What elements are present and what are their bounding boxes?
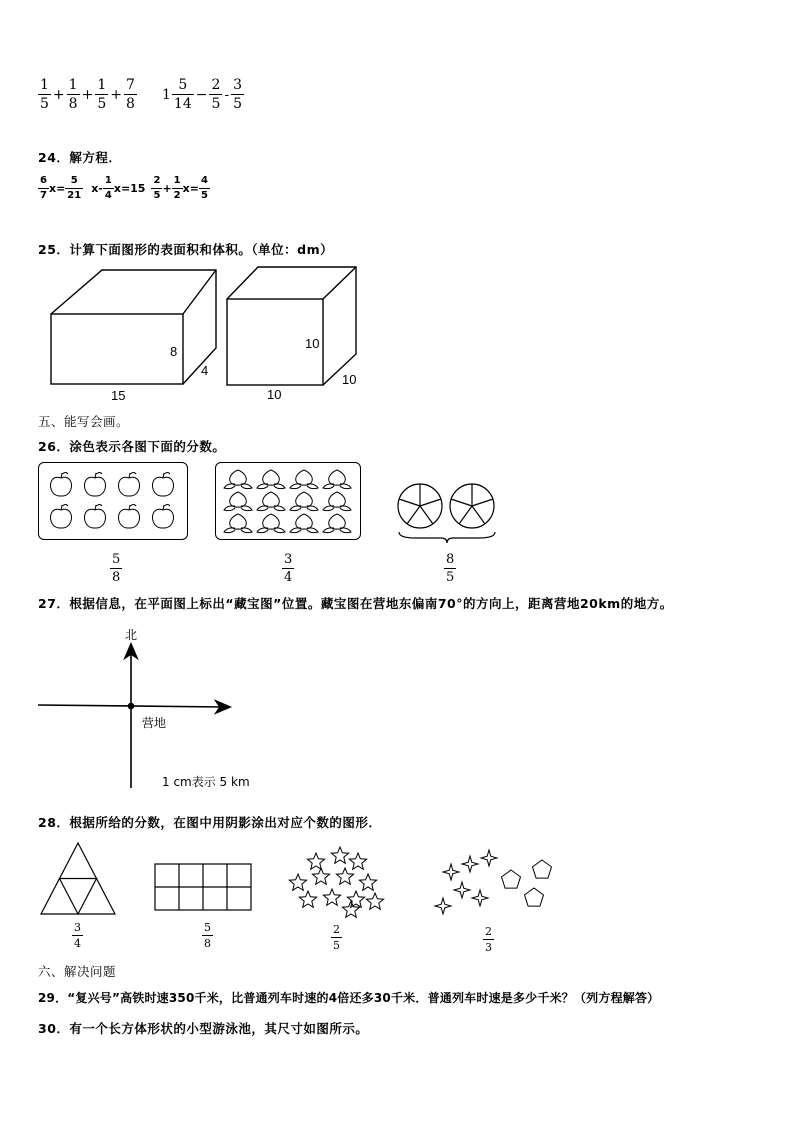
- expression-1: $\frac{1}{5}$ + $\frac{1}{8}$ + $\frac{1}{5}$ + $\frac{7}{8}$: [40, 77, 135, 112]
- q26-fraction-3: 8 5: [446, 552, 455, 585]
- q24-equations: $\frac{6}{7}$ x= $\frac{5}{21}$ x- $\frac{1}{4}$ x=15 $\frac{2}{5}$ + $\frac{1}{2}$ x= $\frac{4}{5}$: [40, 175, 208, 201]
- peach-icon: [290, 514, 318, 533]
- cuboid-width-label: 4: [201, 363, 209, 378]
- peach-icon: [257, 492, 285, 511]
- cube-width-label: 10: [342, 372, 357, 387]
- peach-icon: [224, 514, 252, 533]
- four-point-star-icon: [454, 882, 470, 898]
- cuboid-figure: [51, 270, 216, 384]
- triangle-figure: [41, 843, 115, 914]
- q24-title: 24．解方程．: [38, 150, 122, 165]
- brace: [399, 532, 495, 543]
- peach-icon: [257, 470, 285, 489]
- q28-fraction-1: 3 4: [74, 921, 81, 950]
- peach-icon: [257, 514, 285, 533]
- star-icon: [307, 853, 324, 869]
- apple-icon: [119, 505, 140, 529]
- four-point-star-icon: [481, 850, 497, 866]
- q28-fraction-2: 5 8: [204, 921, 211, 950]
- apple-icon: [153, 505, 174, 529]
- fraction: $\frac{1}{5}$: [40, 77, 49, 112]
- pentagon-icon: [533, 860, 552, 878]
- star-icon: [323, 889, 340, 905]
- apple-icon: [119, 473, 140, 497]
- q30-text: 30．有一个长方体形状的小型游泳池，其尺寸如图所示。: [38, 1021, 369, 1036]
- q26-fraction-1: 5 8: [112, 552, 121, 585]
- four-point-star-icon: [462, 856, 478, 872]
- q26-fraction-2: 3 4: [284, 552, 293, 585]
- pentagon-icon: [525, 888, 544, 906]
- peach-icon: [224, 470, 252, 489]
- rectangle-grid-figure: [155, 864, 251, 910]
- peaches-grid: [216, 463, 360, 539]
- four-point-star-icon: [443, 864, 459, 880]
- camp-point: [129, 704, 134, 709]
- circles-figure: [395, 480, 505, 548]
- peach-icon: [224, 492, 252, 511]
- four-point-star-icon: [435, 898, 451, 914]
- apple-icon: [51, 473, 72, 497]
- peach-icon: [323, 470, 351, 489]
- cuboid-length-label: 15: [111, 388, 126, 403]
- q27-title: 27．根据信息，在平面图上标出“藏宝图”位置。藏宝图在营地东偏南70°的方向上，距离营地20km的地方。: [38, 596, 673, 611]
- stars-pentagons-figure: [435, 850, 552, 914]
- apple-icon: [51, 505, 72, 529]
- q25-figure: [38, 262, 368, 404]
- fraction: $\frac{3}{5}$: [233, 77, 243, 112]
- pentagon-icon: [502, 870, 521, 888]
- star-icon: [336, 868, 353, 884]
- four-point-star-icon: [472, 890, 488, 906]
- apple-icon: [85, 505, 106, 529]
- north-label: 北: [125, 628, 138, 642]
- peach-icon: [290, 470, 318, 489]
- q26-title: 26．涂色表示各图下面的分数。: [38, 439, 226, 454]
- star-icon: [331, 847, 348, 863]
- section-6-heading: 六、解决问题: [38, 964, 117, 979]
- peach-icon: [323, 492, 351, 511]
- star-icon: [289, 874, 306, 890]
- q29-text: 29．“复兴号”高铁时速350千米，比普通列车时速的4倍还多30千米．普通列车时速是多少千米？（列方程解答）: [38, 991, 660, 1005]
- compass-map: [38, 626, 258, 796]
- apples-box: [38, 462, 188, 540]
- apple-icon: [85, 473, 106, 497]
- peaches-box: [215, 462, 361, 540]
- q28-title: 28．根据所给的分数，在图中用阴影涂出对应个数的图形．: [38, 815, 382, 830]
- apples-grid: [39, 463, 187, 539]
- section-5-heading: 五、能写会画。: [38, 414, 130, 429]
- cube-length-label: 10: [267, 387, 282, 402]
- q25-title: 25．计算下面图形的表面积和体积。（单位：dm）: [38, 242, 334, 257]
- fraction: $\frac{2}{5}$: [211, 77, 221, 112]
- q28-figures: [38, 840, 598, 920]
- cube-height-label: 10: [305, 336, 320, 351]
- apple-icon: [153, 473, 174, 497]
- star-icon: [347, 891, 364, 907]
- peach-icon: [290, 492, 318, 511]
- star-icon: [366, 893, 383, 909]
- star-icon: [299, 891, 316, 907]
- fraction: $\frac{1}{5}$: [97, 77, 107, 112]
- star-icon: [349, 853, 366, 869]
- q28-fraction-4: 2 3: [485, 925, 492, 954]
- peach-icon: [323, 514, 351, 533]
- expression-2: 1 $\frac{5}{14}$ − $\frac{2}{5}$ - $\frac{3}{5}$: [162, 77, 243, 112]
- cube-figure: [227, 267, 356, 385]
- stars-figure: [289, 847, 383, 917]
- scale-label: 1 cm表示 5 km: [162, 775, 250, 789]
- cuboid-height-label: 8: [170, 344, 178, 359]
- star-icon: [342, 901, 359, 917]
- fraction: $\frac{5}{14}$: [173, 77, 192, 112]
- star-icon: [359, 874, 376, 890]
- star-icon: [312, 868, 329, 884]
- fraction: $\frac{1}{8}$: [68, 77, 78, 112]
- q28-fraction-3: 2 5: [333, 923, 340, 952]
- camp-label: 营地: [142, 716, 167, 730]
- fraction: $\frac{7}{8}$: [125, 77, 135, 112]
